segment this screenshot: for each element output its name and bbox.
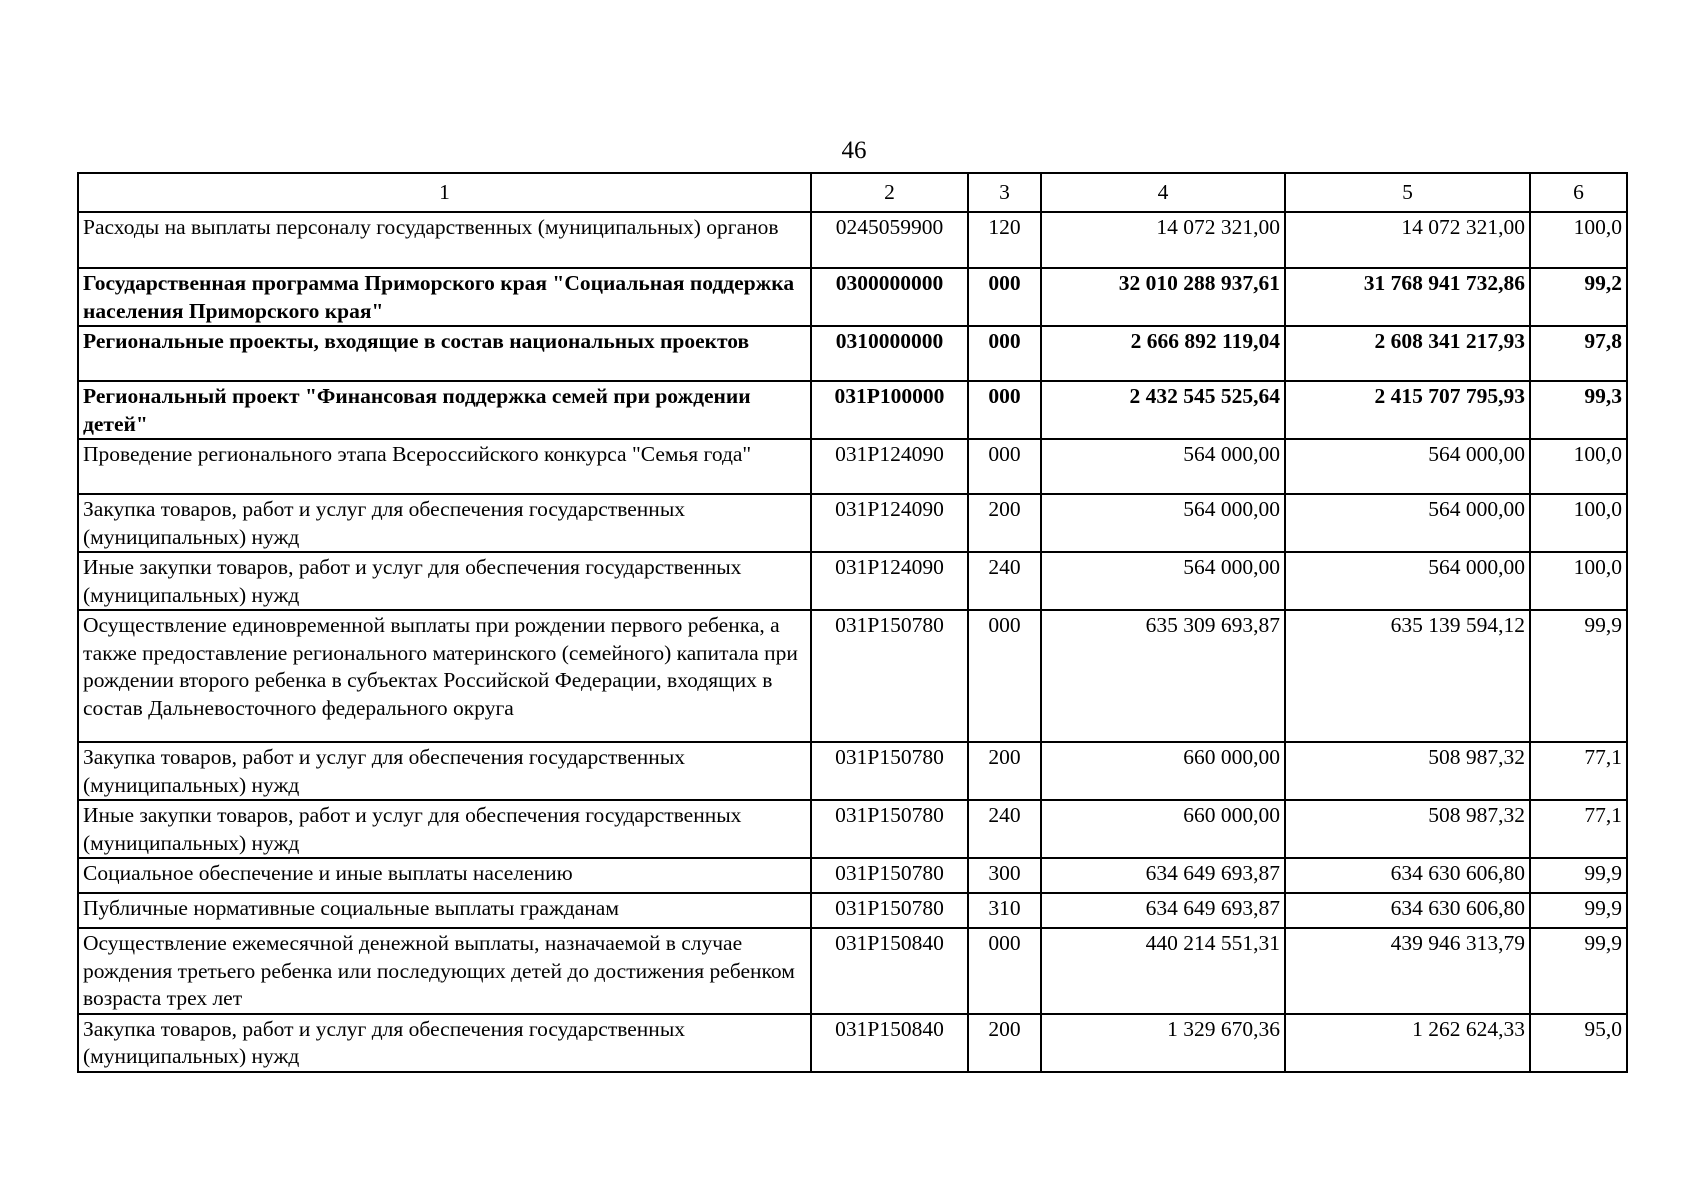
row-percent-cell: 99,9 bbox=[1530, 858, 1627, 893]
row-name-cell: Закупка товаров, работ и услуг для обеспечения государственных (муниципальных) нужд bbox=[78, 494, 811, 552]
table-row bbox=[78, 742, 1627, 800]
row-percent-cell: 77,1 bbox=[1530, 800, 1627, 858]
column-header: 2 bbox=[811, 173, 968, 212]
row-name-cell: Расходы на выплаты персоналу государственных (муниципальных) органов bbox=[78, 212, 811, 268]
row-type-cell: 000 bbox=[968, 439, 1041, 494]
row-type-cell: 000 bbox=[968, 326, 1041, 381]
row-executed-amount-cell: 508 987,32 bbox=[1285, 800, 1530, 858]
table-row bbox=[78, 268, 1627, 326]
row-planned-amount-cell: 635 309 693,87 bbox=[1041, 610, 1285, 742]
row-percent-cell: 99,2 bbox=[1530, 268, 1627, 326]
row-code-cell: 031P150840 bbox=[811, 928, 968, 1014]
row-percent-cell: 100,0 bbox=[1530, 439, 1627, 494]
table-row bbox=[78, 552, 1627, 610]
table-row bbox=[78, 858, 1627, 893]
row-percent-cell: 100,0 bbox=[1530, 212, 1627, 268]
row-percent-cell: 77,1 bbox=[1530, 742, 1627, 800]
table-row bbox=[78, 494, 1627, 552]
table-row bbox=[78, 439, 1627, 494]
page-number: 46 bbox=[841, 137, 867, 164]
row-executed-amount-cell: 635 139 594,12 bbox=[1285, 610, 1530, 742]
row-executed-amount-cell: 564 000,00 bbox=[1285, 439, 1530, 494]
row-planned-amount-cell: 440 214 551,31 bbox=[1041, 928, 1285, 1014]
row-code-cell: 031P150780 bbox=[811, 858, 968, 893]
row-name-cell: Осуществление единовременной выплаты при рождении первого ребенка, а также предоставление регионального материнского (семейного) капитала при рождении второго ребенка в субъектах Российской Федерации, входящих в состав Дальневосточного федерального округа bbox=[78, 610, 811, 742]
row-type-cell: 120 bbox=[968, 212, 1041, 268]
row-code-cell: 031P124090 bbox=[811, 552, 968, 610]
table-row bbox=[78, 212, 1627, 268]
row-type-cell: 000 bbox=[968, 928, 1041, 1014]
row-planned-amount-cell: 14 072 321,00 bbox=[1041, 212, 1285, 268]
row-code-cell: 0300000000 bbox=[811, 268, 968, 326]
row-executed-amount-cell: 439 946 313,79 bbox=[1285, 928, 1530, 1014]
row-executed-amount-cell: 564 000,00 bbox=[1285, 494, 1530, 552]
row-percent-cell: 99,9 bbox=[1530, 928, 1627, 1014]
row-executed-amount-cell: 2 415 707 795,93 bbox=[1285, 381, 1530, 439]
row-planned-amount-cell: 1 329 670,36 bbox=[1041, 1014, 1285, 1072]
row-planned-amount-cell: 564 000,00 bbox=[1041, 494, 1285, 552]
table-row bbox=[78, 893, 1627, 928]
row-type-cell: 200 bbox=[968, 1014, 1041, 1072]
row-name-cell: Закупка товаров, работ и услуг для обеспечения государственных (муниципальных) нужд bbox=[78, 742, 811, 800]
row-planned-amount-cell: 2 432 545 525,64 bbox=[1041, 381, 1285, 439]
table-row bbox=[78, 1014, 1627, 1072]
row-name-cell: Иные закупки товаров, работ и услуг для обеспечения государственных (муниципальных) нужд bbox=[78, 800, 811, 858]
row-percent-cell: 97,8 bbox=[1530, 326, 1627, 381]
table-body bbox=[78, 212, 1627, 1072]
row-name-cell: Государственная программа Приморского края "Социальная поддержка населения Приморского края" bbox=[78, 268, 811, 326]
row-type-cell: 000 bbox=[968, 610, 1041, 742]
row-planned-amount-cell: 564 000,00 bbox=[1041, 552, 1285, 610]
row-percent-cell: 99,9 bbox=[1530, 893, 1627, 928]
row-executed-amount-cell: 564 000,00 bbox=[1285, 552, 1530, 610]
row-name-cell: Иные закупки товаров, работ и услуг для обеспечения государственных (муниципальных) нужд bbox=[78, 552, 811, 610]
row-planned-amount-cell: 2 666 892 119,04 bbox=[1041, 326, 1285, 381]
row-name-cell: Проведение регионального этапа Всероссийского конкурса "Семья года" bbox=[78, 439, 811, 494]
table-row bbox=[78, 928, 1627, 1014]
row-planned-amount-cell: 564 000,00 bbox=[1041, 439, 1285, 494]
row-name-cell: Региональные проекты, входящие в состав национальных проектов bbox=[78, 326, 811, 381]
row-code-cell: 031P124090 bbox=[811, 494, 968, 552]
row-code-cell: 031P124090 bbox=[811, 439, 968, 494]
row-code-cell: 031P150780 bbox=[811, 800, 968, 858]
row-code-cell: 0245059900 bbox=[811, 212, 968, 268]
row-name-cell: Осуществление ежемесячной денежной выплаты, назначаемой в случае рождения третьего ребенка или последующих детей до достижения ребенком возраста трех лет bbox=[78, 928, 811, 1014]
row-planned-amount-cell: 634 649 693,87 bbox=[1041, 858, 1285, 893]
column-header: 1 bbox=[78, 173, 811, 212]
row-code-cell: 031P150780 bbox=[811, 610, 968, 742]
budget-table bbox=[77, 172, 1628, 1073]
row-percent-cell: 100,0 bbox=[1530, 552, 1627, 610]
row-code-cell: 031P100000 bbox=[811, 381, 968, 439]
column-header: 3 bbox=[968, 173, 1041, 212]
row-type-cell: 000 bbox=[968, 268, 1041, 326]
row-executed-amount-cell: 2 608 341 217,93 bbox=[1285, 326, 1530, 381]
row-percent-cell: 99,3 bbox=[1530, 381, 1627, 439]
row-type-cell: 240 bbox=[968, 800, 1041, 858]
table-row bbox=[78, 800, 1627, 858]
row-executed-amount-cell: 634 630 606,80 bbox=[1285, 893, 1530, 928]
row-percent-cell: 95,0 bbox=[1530, 1014, 1627, 1072]
row-planned-amount-cell: 660 000,00 bbox=[1041, 800, 1285, 858]
row-planned-amount-cell: 660 000,00 bbox=[1041, 742, 1285, 800]
row-name-cell: Закупка товаров, работ и услуг для обеспечения государственных (муниципальных) нужд bbox=[78, 1014, 811, 1072]
row-type-cell: 000 bbox=[968, 381, 1041, 439]
row-code-cell: 031P150780 bbox=[811, 742, 968, 800]
row-type-cell: 300 bbox=[968, 858, 1041, 893]
row-type-cell: 240 bbox=[968, 552, 1041, 610]
row-executed-amount-cell: 14 072 321,00 bbox=[1285, 212, 1530, 268]
table-row bbox=[78, 326, 1627, 381]
row-executed-amount-cell: 634 630 606,80 bbox=[1285, 858, 1530, 893]
row-type-cell: 200 bbox=[968, 742, 1041, 800]
column-number-row bbox=[78, 173, 1627, 212]
row-executed-amount-cell: 508 987,32 bbox=[1285, 742, 1530, 800]
table-row bbox=[78, 610, 1627, 742]
row-name-cell: Публичные нормативные социальные выплаты гражданам bbox=[78, 893, 811, 928]
row-percent-cell: 100,0 bbox=[1530, 494, 1627, 552]
row-executed-amount-cell: 1 262 624,33 bbox=[1285, 1014, 1530, 1072]
row-code-cell: 031P150840 bbox=[811, 1014, 968, 1072]
row-executed-amount-cell: 31 768 941 732,86 bbox=[1285, 268, 1530, 326]
row-code-cell: 0310000000 bbox=[811, 326, 968, 381]
row-planned-amount-cell: 32 010 288 937,61 bbox=[1041, 268, 1285, 326]
table-row bbox=[78, 381, 1627, 439]
column-header: 5 bbox=[1285, 173, 1530, 212]
row-percent-cell: 99,9 bbox=[1530, 610, 1627, 742]
row-code-cell: 031P150780 bbox=[811, 893, 968, 928]
row-planned-amount-cell: 634 649 693,87 bbox=[1041, 893, 1285, 928]
column-header: 6 bbox=[1530, 173, 1627, 212]
row-type-cell: 310 bbox=[968, 893, 1041, 928]
row-name-cell: Региональный проект "Финансовая поддержка семей при рождении детей" bbox=[78, 381, 811, 439]
row-type-cell: 200 bbox=[968, 494, 1041, 552]
row-name-cell: Социальное обеспечение и иные выплаты населению bbox=[78, 858, 811, 893]
column-header: 4 bbox=[1041, 173, 1285, 212]
